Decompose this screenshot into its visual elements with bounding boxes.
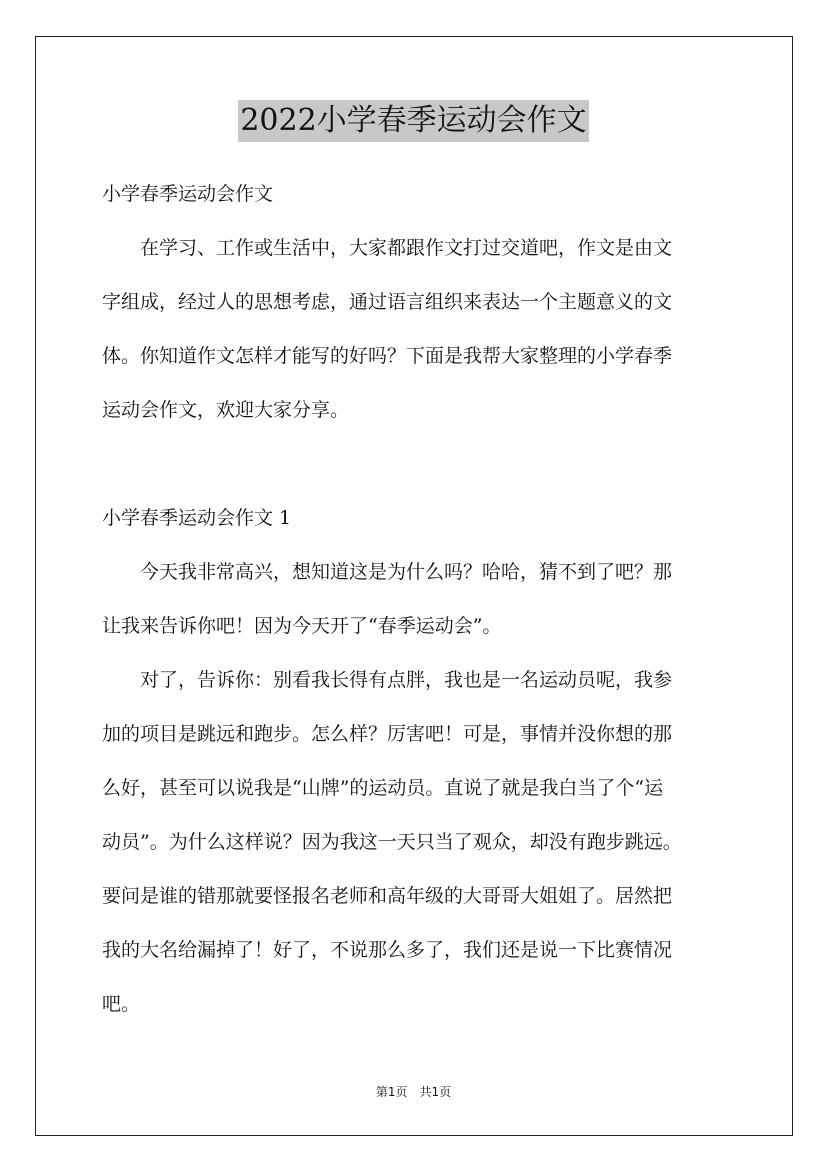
page-footer: 第1页 共1页: [375, 1085, 452, 1099]
paragraph-line: 加的项目是跳远和跑步。怎么样？厉害吧！可是，事情并没你想的那: [102, 723, 673, 745]
subheading: 小学春季运动会作文 1: [102, 507, 292, 529]
paragraph-line: 字组成，经过人的思想考虑，通过语言组织来表达一个主题意义的文: [102, 291, 673, 313]
paragraph-line: 体。你知道作文怎样才能写的好吗？下面是我帮大家整理的小学春季: [102, 345, 673, 367]
subheading: 小学春季运动会作文: [102, 183, 274, 205]
document-title: 2022小学春季运动会作文: [238, 100, 588, 142]
paragraph-line: 在学习、工作或生活中，大家都跟作文打过交道吧，作文是由文: [102, 237, 673, 259]
paragraph-line: 让我来告诉你吧！因为今天开了“春季运动会”。: [102, 615, 502, 637]
paragraph-line: 么好，甚至可以说我是“山牌”的运动员。直说了就是我白当了个“运: [102, 777, 664, 799]
paragraph-line: 今天我非常高兴，想知道这是为什么吗？哈哈，猜不到了吧？那: [102, 561, 673, 583]
paragraph-line: 动员”。为什么这样说？因为我这一天只当了观众，却没有跑步跳远。: [102, 831, 682, 853]
paragraph-line: 运动会作文，欢迎大家分享。: [102, 399, 350, 421]
paragraph-line: 对了，告诉你：别看我长得有点胖，我也是一名运动员呢，我参: [102, 669, 673, 691]
paragraph-line: 我的大名给漏掉了！好了，不说那么多了，我们还是说一下比赛情况: [102, 939, 673, 961]
paragraph-line: 吧。: [102, 993, 141, 1015]
title-container: [0, 100, 827, 142]
paragraph-line: 要问是谁的错那就要怪报名老师和高年级的大哥哥大姐姐了。居然把: [102, 885, 673, 907]
